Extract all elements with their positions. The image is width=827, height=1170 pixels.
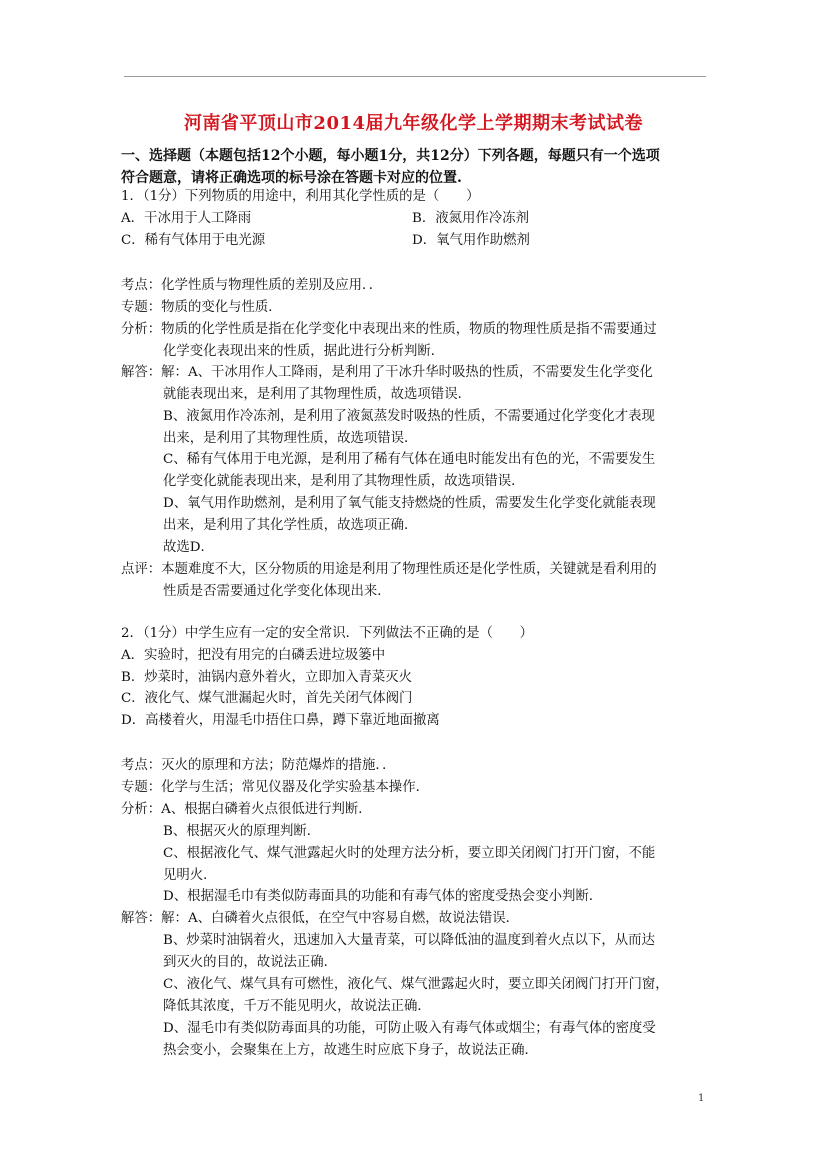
question-stem: 2．（1分）中学生应有一定的安全常识．下列做法不正确的是（ ） [121, 626, 534, 641]
question-stem: 1．（1分）下列物质的用途中，利用其化学性质的是（ ） [121, 189, 480, 204]
section-heading: 一、选择题（本题包括12个小题，每小题1分，共12分）下列各题，每题只有一个选项 [121, 148, 660, 164]
jieda-line: B、液氮用作冷冻剂，是利用了液氮蒸发时吸热的性质，不需要通过化学变化才表现 [163, 409, 655, 424]
jieda-line: 热会变小，会聚集在上方，故逃生时应底下身子，故说法正确． [163, 1043, 538, 1058]
zhuanti-line: 专题：化学与生活；常见仪器及化学实验基本操作． [121, 780, 429, 795]
jieda-line: D、湿毛巾有类似防毒面具的功能，可防止吸入有毒气体或烟尘；有毒气体的密度受 [163, 1021, 656, 1036]
kaodian-line: 考点：灭火的原理和方法；防范爆炸的措施．． [121, 758, 396, 773]
option-b: B．炒菜时，油锅内意外着火，立即加入青菜灭火 [121, 670, 413, 685]
jieda-line: D、氧气用作助燃剂，是利用了氧气能支持燃烧的性质，需要发生化学变化就能表现 [163, 496, 656, 511]
jieda-line: 到灭火的目的，故说法正确． [163, 955, 338, 970]
jieda-line: 出来，是利用了其物理性质，故选项错误． [163, 431, 418, 446]
jieda-line: C、稀有气体用于电光源，是利用了稀有气体在通电时能发出有色的光，不需要发生 [163, 452, 656, 467]
jieda-line: 就能表现出来，是利用了其物理性质，故选项错误． [163, 387, 471, 402]
fenxi-line: 见明火． [163, 868, 217, 883]
jieda-line: C、液化气、煤气具有可燃性，液化气、煤气泄露起火时，要立即关闭阀门打开门窗， [163, 977, 669, 992]
option-a: A．干冰用于人工降雨 [121, 211, 252, 226]
option-c: C．稀有气体用于电光源 [121, 233, 266, 248]
fenxi-line: D、根据湿毛巾有类似防毒面具的功能和有毒气体的密度受热会变小判断． [163, 889, 603, 904]
fenxi-line: 分析：物质的化学性质是指在化学变化中表现出来的性质，物质的物理性质是指不需要通过 [121, 322, 657, 337]
zhuanti-line: 专题：物质的变化与性质． [121, 300, 282, 315]
dianping-line: 点评：本题难度不大，区分物质的用途是利用了物理性质还是化学性质，关键就是看利用的 [121, 562, 657, 577]
fenxi-line: 分析：A、根据白磷着火点很低进行判断． [121, 802, 372, 817]
jieda-line: 出来，是利用了其化学性质，故选项正确． [163, 518, 418, 533]
jieda-line: 故选D． [163, 540, 214, 555]
jieda-line: 化学变化就能表现出来，是利用了其物理性质，故选项错误． [163, 474, 525, 489]
option-a: A．实验时，把没有用完的白磷丢进垃圾篓中 [121, 648, 386, 663]
option-d: D．高楼着火，用湿毛巾捂住口鼻，蹲下靠近地面撤离 [121, 713, 440, 728]
kaodian-line: 考点：化学性质与物理性质的差别及应用．． [121, 278, 383, 293]
dianping-line: 性质是否需要通过化学变化体现出来． [163, 584, 391, 599]
page-number: 1 [698, 1093, 705, 1104]
jieda-line: 解答：解：A、干冰用作人工降雨，是利用了干冰升华时吸热的性质，不需要发生化学变化 [121, 365, 653, 380]
section-heading: 符合题意，请将正确选项的标号涂在答题卡对应的位置. [121, 170, 462, 186]
fenxi-line: C、根据液化气、煤气泄露起火时的处理方法分析，要立即关闭阀门打开门窗，不能 [163, 846, 656, 861]
option-c: C．液化气、煤气泄漏起火时，首先关闭气体阀门 [121, 691, 413, 706]
fenxi-line: B、根据灭火的原理判断． [163, 824, 321, 839]
jieda-line: 降低其浓度，千万不能见明火，故说法正确． [163, 999, 431, 1014]
jieda-line: B、炒菜时油锅着火，迅速加入大量青菜，可以降低油的温度到着火点以下，从而达 [163, 933, 655, 948]
option-b: B．液氮用作冷冻剂 [412, 211, 529, 226]
option-d: D．氧气用作助燃剂 [412, 233, 530, 248]
header-rule [124, 76, 706, 77]
page-title: 河南省平顶山市2014届九年级化学上学期期末考试试卷 [183, 113, 644, 134]
jieda-line: 解答：解：A、白磷着火点很低，在空气中容易自燃，故说法错误． [121, 911, 519, 926]
fenxi-line: 化学变化表现出来的性质，据此进行分析判断． [163, 344, 445, 359]
